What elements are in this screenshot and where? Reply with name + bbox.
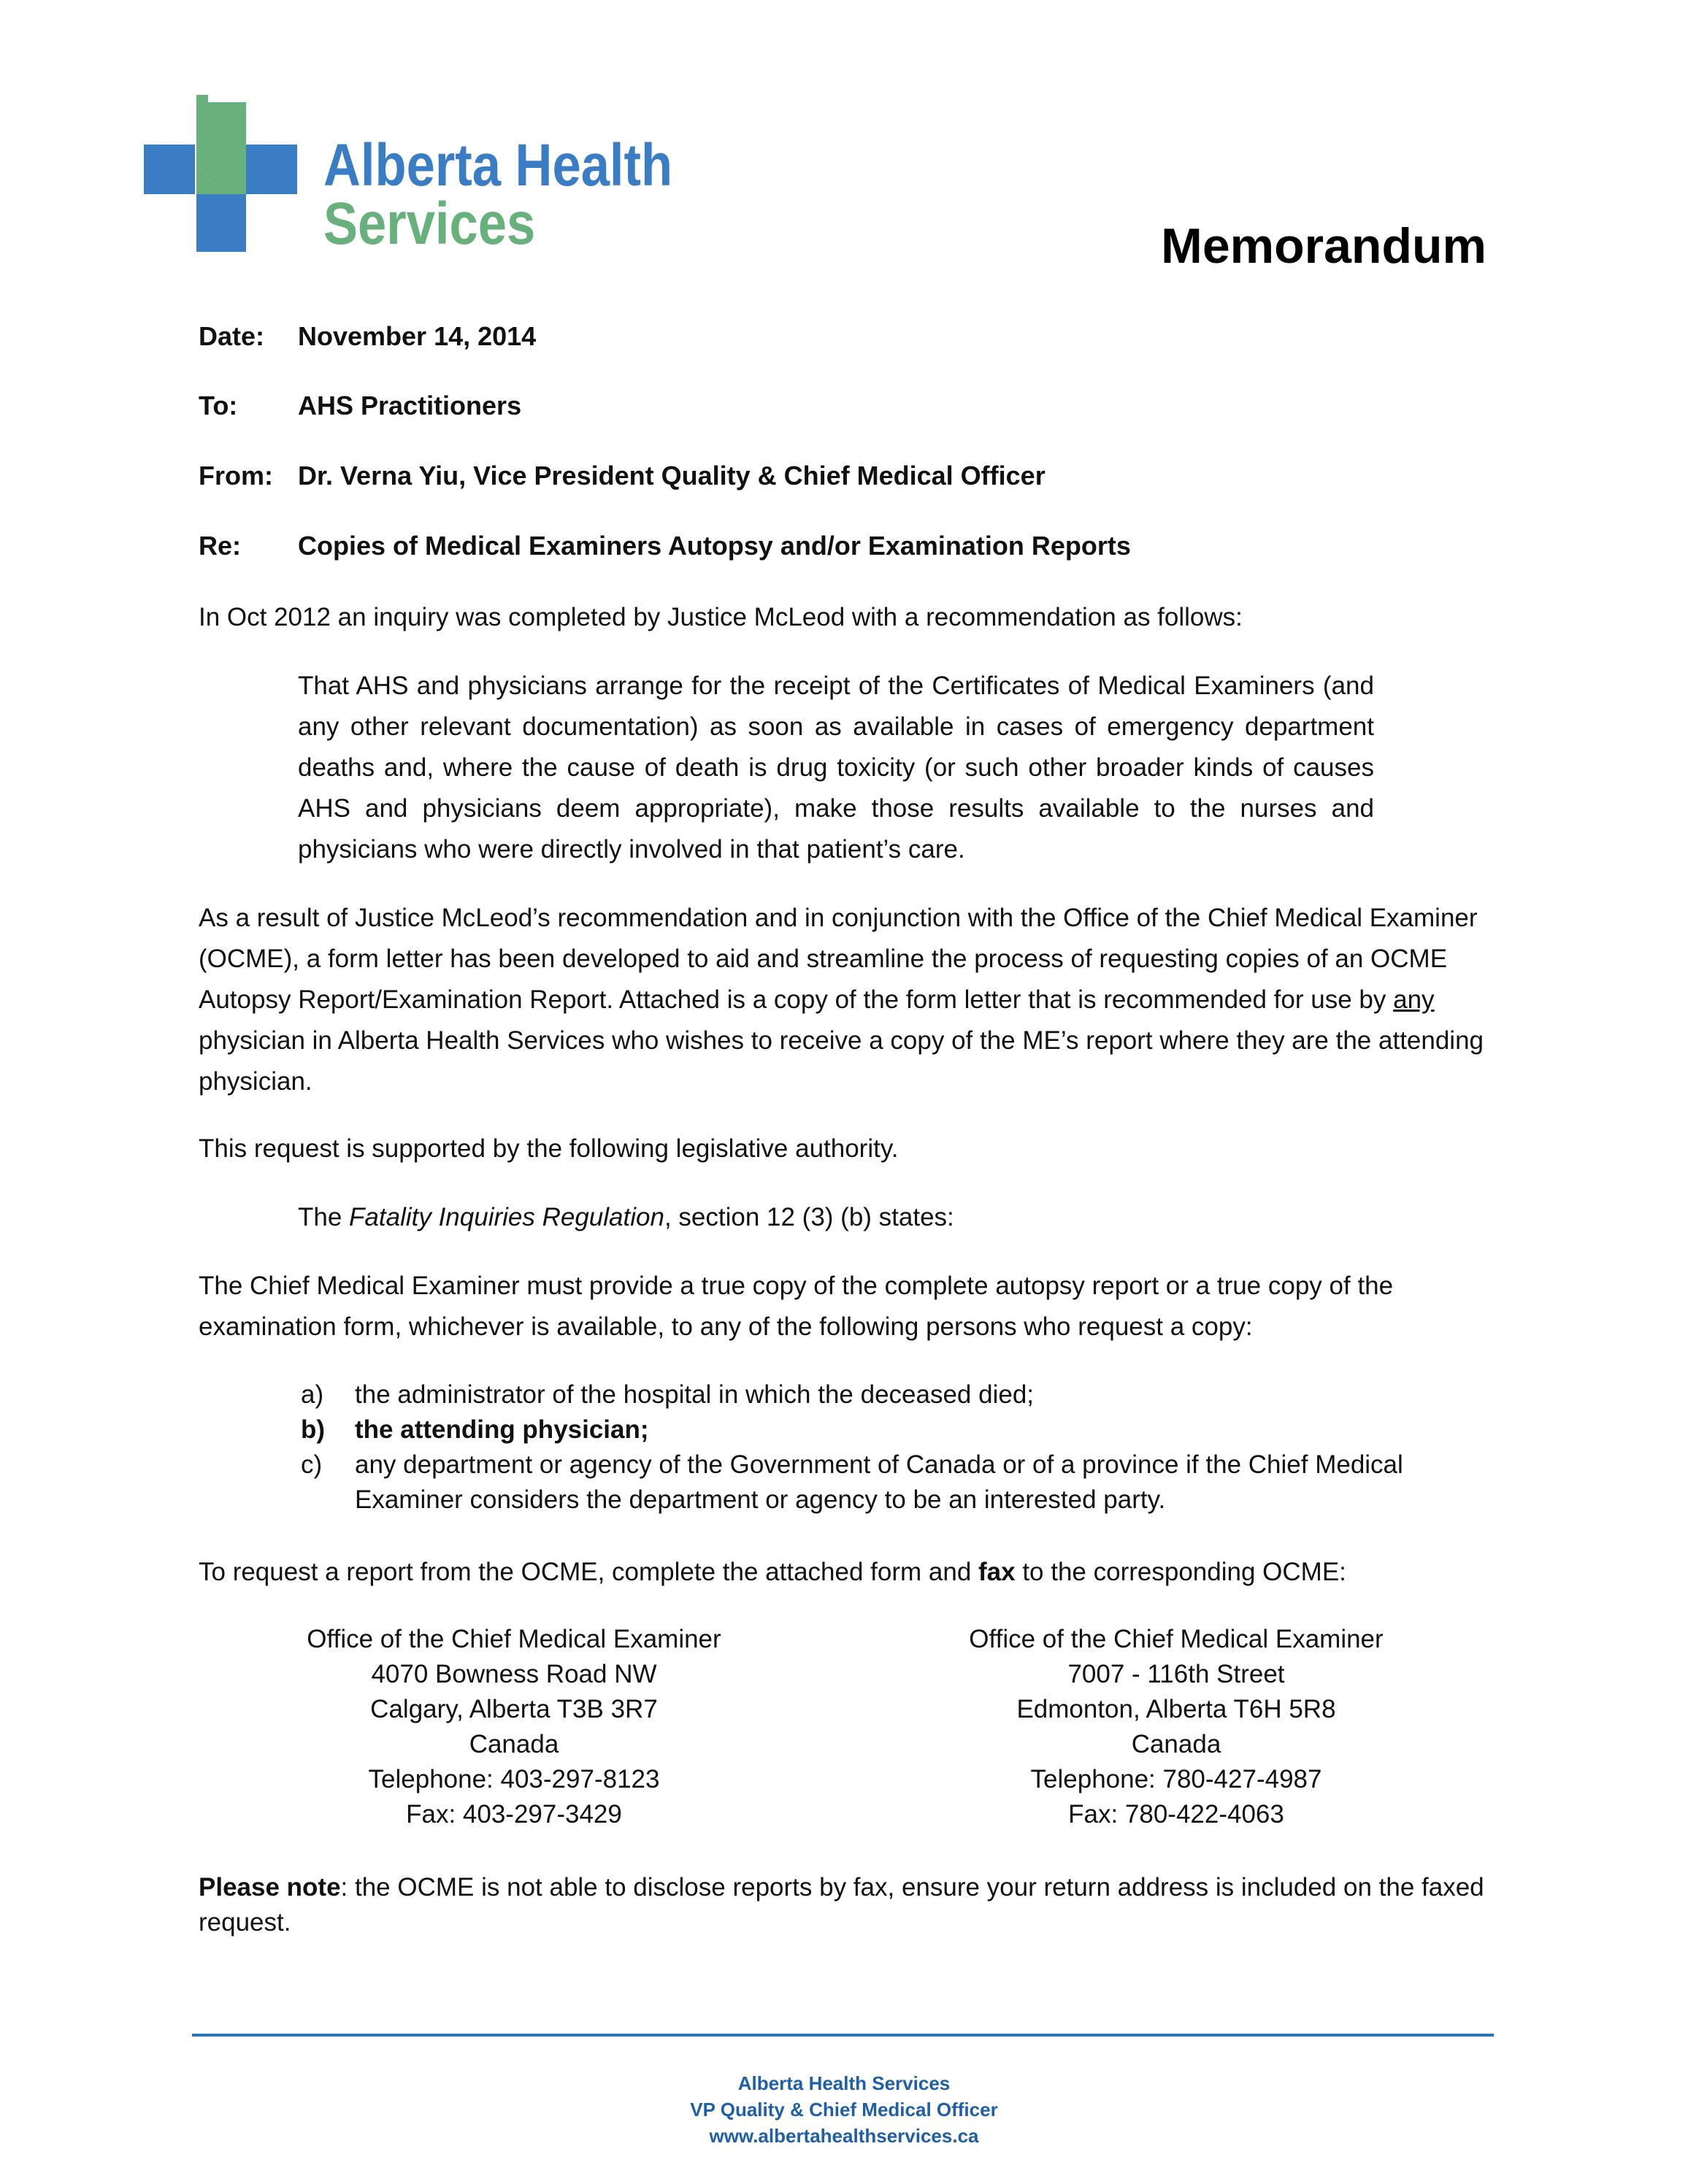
request-paragraph xyxy=(199,1552,1489,1593)
re-field xyxy=(199,531,1131,561)
from-field xyxy=(199,461,1046,491)
footer-office: VP Quality & Chief Medical Officer xyxy=(690,2099,998,2120)
office-fax: Fax: 403-297-3429 xyxy=(406,1800,622,1829)
office-street: 4070 Bowness Road NW xyxy=(371,1660,657,1688)
from-value: Dr. Verna Yiu, Vice President Quality & Chief Medical Officer xyxy=(298,461,1046,491)
regulation-suffix: , section 12 (3) (b) states: xyxy=(664,1203,954,1231)
from-label: From: xyxy=(199,461,273,491)
list-text: the administrator of the hospital in which the deceased died; xyxy=(355,1380,1035,1409)
date-label: Date: xyxy=(199,321,265,351)
regulation-line xyxy=(298,1197,1489,1238)
logo-wordmark-line1: Alberta Health xyxy=(323,132,673,199)
office-fax: Fax: 780-422-4063 xyxy=(1068,1800,1284,1829)
office-edmonton xyxy=(913,1622,1439,1832)
note-paragraph xyxy=(199,1870,1489,1940)
intro-paragraph: In Oct 2012 an inquiry was completed by Justice McLeod with a recommendation as follows: xyxy=(199,603,1243,631)
note-text: : the OCME is not able to disclose reports by fax, ensure your return address is included on the faxed request. xyxy=(199,1873,1484,1937)
request-text-end: to the corresponding OCME: xyxy=(1015,1558,1346,1586)
date-field xyxy=(199,321,536,352)
persons-list xyxy=(301,1377,1498,1518)
office-city: Calgary, Alberta T3B 3R7 xyxy=(370,1695,658,1723)
office-phone: Telephone: 780-427-4987 xyxy=(1030,1765,1322,1793)
office-city: Edmonton, Alberta T6H 5R8 xyxy=(1016,1695,1336,1723)
memo-title: Memorandum xyxy=(1161,218,1486,274)
list-marker: b) xyxy=(301,1415,326,1444)
to-value: AHS Practitioners xyxy=(298,391,522,420)
re-label: Re: xyxy=(199,531,242,561)
list-text: the attending physician; xyxy=(355,1415,649,1444)
regulation-name: Fatality Inquiries Regulation xyxy=(349,1203,664,1231)
to-field xyxy=(199,391,521,421)
requirement-paragraph: The Chief Medical Examiner must provide a true copy of the complete autopsy report or a true copy of the examination form, whichever is available, to any of the following persons who request a copy: xyxy=(199,1272,1394,1341)
office-country: Canada xyxy=(1131,1730,1221,1758)
ahs-cross-icon xyxy=(144,95,304,252)
footer-org: Alberta Health Services xyxy=(737,2072,951,2094)
result-text-start: As a result of Justice McLeod’s recommendation and in conjunction with the Office of the Chief Medical Examiner (OCME), a form letter has been developed to aid and streamline the process of requesting copies of an OCME Autopsy Report/Examination Report. Attached is a copy of the form letter that is recommended for use by xyxy=(199,904,1478,1014)
date-value: November 14, 2014 xyxy=(298,321,537,351)
request-fax-word: fax xyxy=(978,1558,1016,1586)
to-label: To: xyxy=(199,391,238,420)
office-phone: Telephone: 403-297-8123 xyxy=(368,1765,660,1793)
office-name: Office of the Chief Medical Examiner xyxy=(969,1625,1384,1653)
office-calgary xyxy=(251,1622,777,1832)
note-label: Please note xyxy=(199,1873,341,1902)
office-country: Canada xyxy=(469,1730,559,1758)
logo-wordmark-line2: Services xyxy=(323,191,536,257)
list-marker: c) xyxy=(301,1450,323,1479)
list-item xyxy=(301,1447,1498,1518)
footer-divider xyxy=(192,2034,1494,2037)
result-text-end: physician in Alberta Health Services who wishes to receive a copy of the ME’s report where they are the attending physician. xyxy=(199,1026,1484,1096)
office-name: Office of the Chief Medical Examiner xyxy=(307,1625,721,1653)
regulation-prefix: The xyxy=(298,1203,350,1231)
list-item xyxy=(301,1412,1498,1447)
re-value: Copies of Medical Examiners Autopsy and/or Examination Reports xyxy=(298,531,1131,561)
footer-website-link[interactable]: www.albertahealthservices.ca xyxy=(709,2125,979,2147)
recommendation-quote: That AHS and physicians arrange for the receipt of the Certificates of Medical Examiners (and any other relevant documentation) as soon as available in cases of emergency department deaths and, where the cause of death is drug toxicity (or such other broader kinds of causes AHS and physicians deem appropriate), make those results available to the nurses and physicians who were directly involved in that patient’s care. xyxy=(298,672,1374,864)
list-marker: a) xyxy=(301,1380,324,1409)
list-item xyxy=(301,1377,1498,1412)
office-street: 7007 - 116th Street xyxy=(1067,1660,1285,1688)
result-paragraph xyxy=(199,898,1489,1102)
list-text: any department or agency of the Government of Canada or of a province if the Chief Medical Examiner considers the department or agency to be an interested party. xyxy=(355,1450,1403,1514)
ahs-logo xyxy=(144,95,673,257)
authority-paragraph: This request is supported by the following legislative authority. xyxy=(199,1134,899,1163)
result-underlined-word: any xyxy=(1393,985,1435,1014)
request-text-start: To request a report from the OCME, complete the attached form and xyxy=(199,1558,979,1586)
